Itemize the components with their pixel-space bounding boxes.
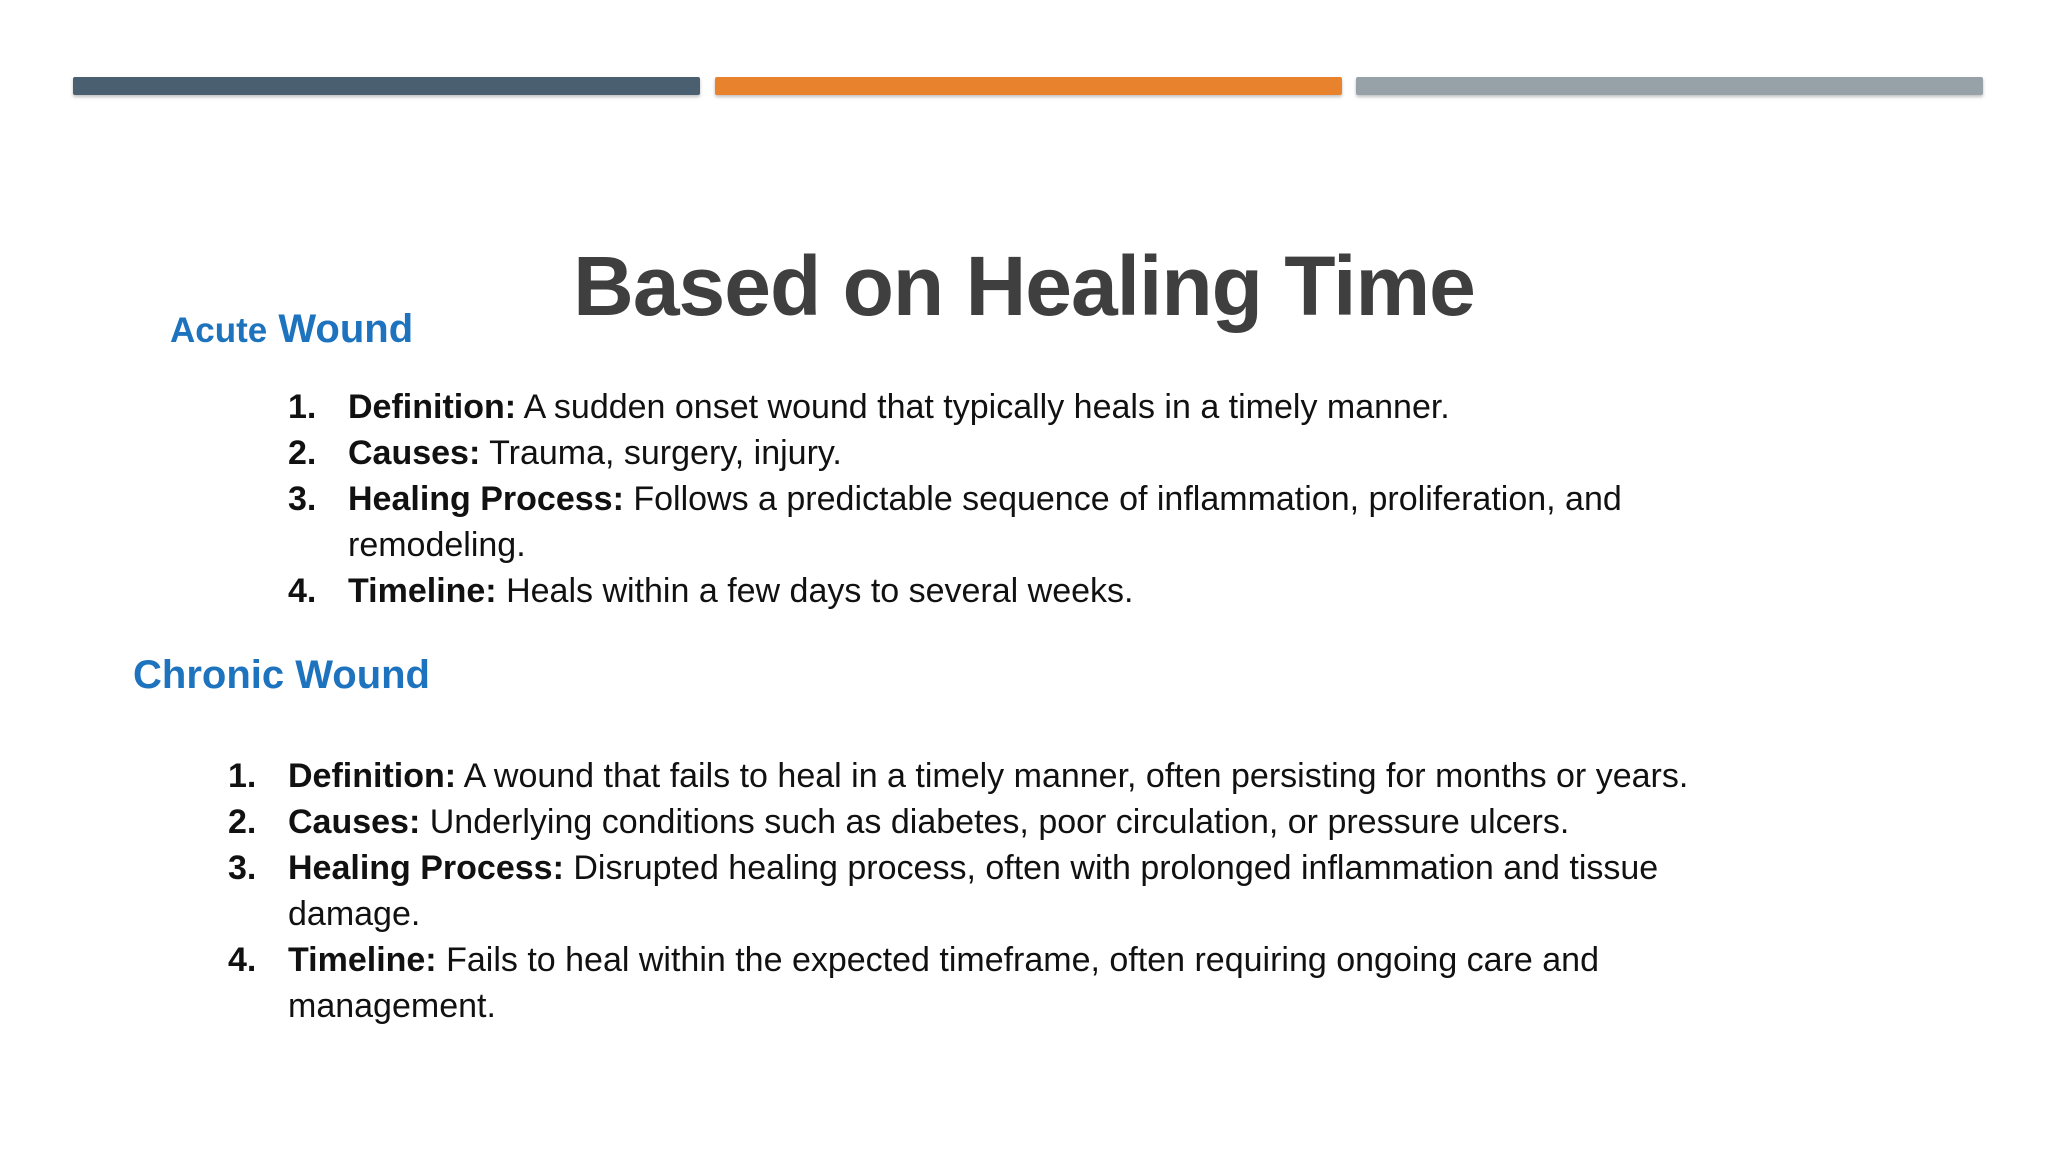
accent-bar-slate: [73, 77, 700, 95]
item-text: [348, 384, 1738, 430]
list-item: [228, 845, 1748, 937]
list-item: [228, 799, 1748, 845]
acute-wound-list: [288, 384, 1738, 614]
item-text: [348, 568, 1738, 614]
item-body: Fails to heal within the expected timeframe, often requiring ongoing care and management.: [288, 941, 1599, 1025]
list-item: [288, 476, 1738, 568]
item-number: 4.: [288, 572, 317, 610]
item-text: [288, 937, 1748, 1029]
item-label: Healing Process:: [348, 480, 624, 518]
item-body: A sudden onset wound that typically heals in a timely manner.: [523, 388, 1450, 426]
accent-bar-gray: [1356, 77, 1983, 95]
list-item: [228, 937, 1748, 1029]
item-label: Causes:: [348, 434, 481, 472]
item-number: 2.: [228, 803, 257, 841]
chronic-wound-list: [228, 753, 1748, 1029]
item-text: [288, 845, 1748, 937]
item-label: Timeline:: [288, 941, 437, 979]
item-text: [288, 799, 1748, 845]
item-body: Disrupted healing process, often with prolonged inflammation and tissue damage.: [288, 849, 1659, 933]
acute-heading-word: Acute: [170, 311, 268, 350]
item-text: [348, 430, 1738, 476]
item-number: 3.: [228, 849, 257, 887]
item-label: Healing Process:: [288, 849, 564, 887]
chronic-wound-heading: Chronic Wound: [133, 653, 430, 697]
item-label: Definition:: [288, 757, 457, 795]
item-text: [288, 753, 1748, 799]
list-item: [288, 568, 1738, 614]
slide-title: Based on Healing Time: [573, 239, 1475, 334]
item-body: Underlying conditions such as diabetes, poor circulation, or pressure ulcers.: [429, 803, 1570, 841]
item-body: Follows a predictable sequence of inflammation, proliferation, and remodeling.: [348, 480, 1622, 564]
acute-wound-heading: [170, 309, 413, 349]
item-number: 4.: [228, 941, 257, 979]
item-number: 1.: [228, 757, 257, 795]
item-text: [348, 476, 1738, 568]
item-number: 2.: [288, 434, 317, 472]
item-body: Trauma, surgery, injury.: [489, 434, 842, 472]
list-item: [288, 384, 1738, 430]
item-body: A wound that fails to heal in a timely manner, often persisting for months or years.: [463, 757, 1689, 795]
item-number: 1.: [288, 388, 317, 426]
accent-bar-orange: [715, 77, 1342, 95]
item-number: 3.: [288, 480, 317, 518]
acute-heading-wound-word: Wound: [278, 307, 414, 351]
list-item: [228, 753, 1748, 799]
list-item: [288, 430, 1738, 476]
item-body: Heals within a few days to several weeks.: [506, 572, 1134, 610]
item-label: Causes:: [288, 803, 421, 841]
item-label: Definition:: [348, 388, 517, 426]
item-label: Timeline:: [348, 572, 497, 610]
